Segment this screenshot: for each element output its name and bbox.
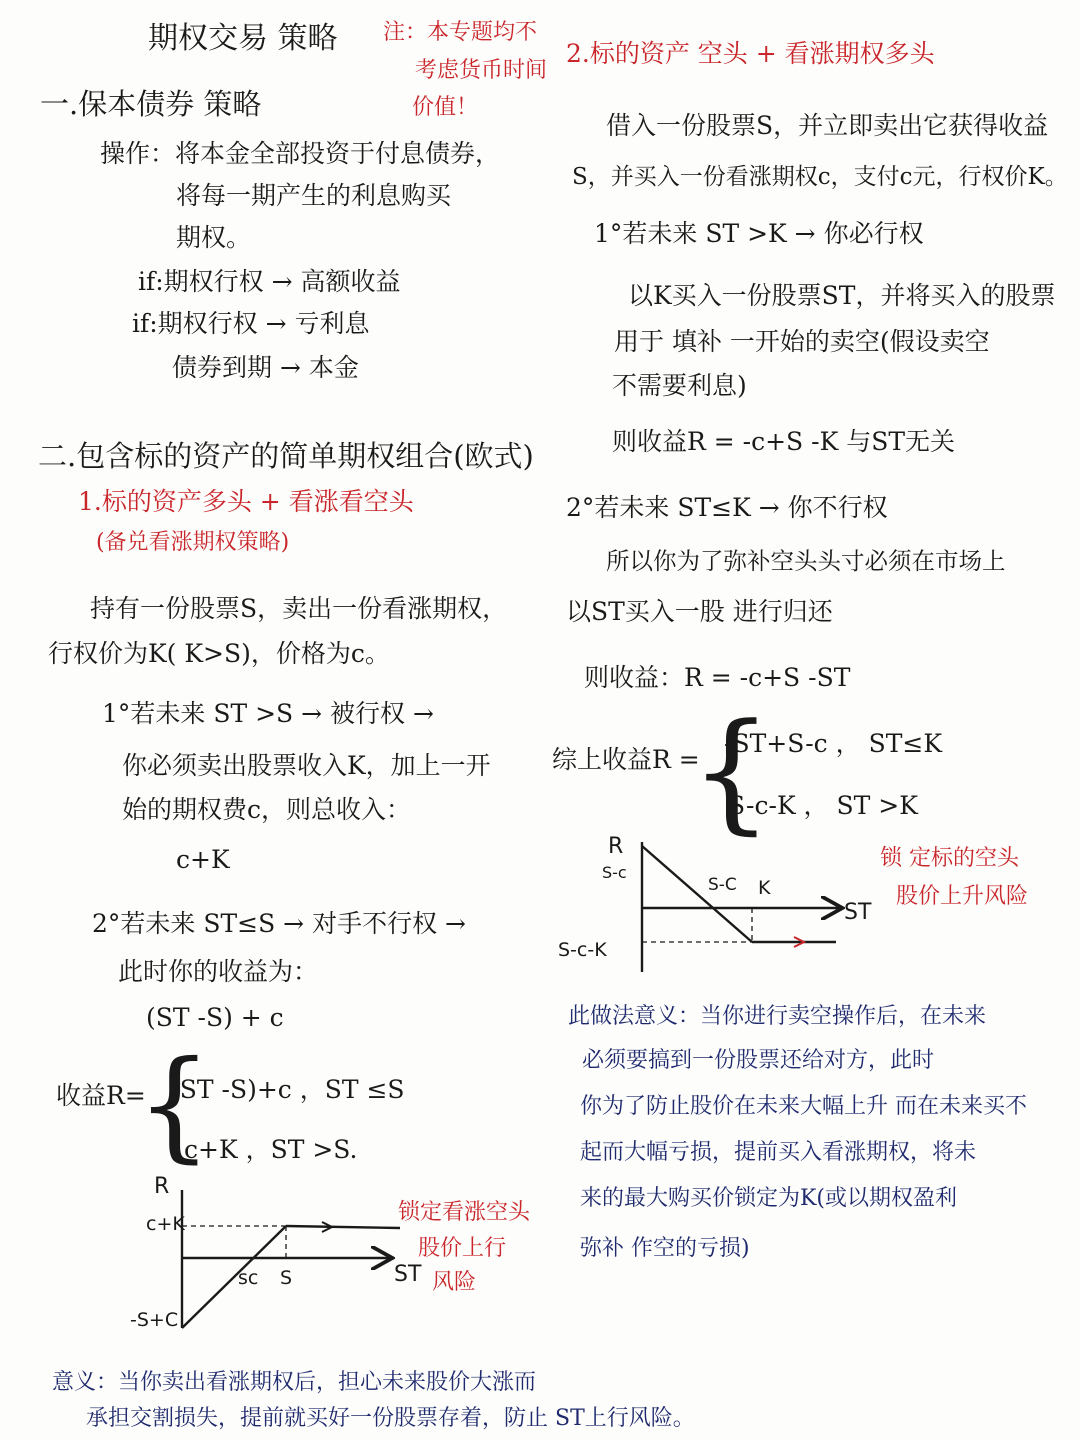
sub2-meaning-line: 必须要搞到一份股票还给对方，此时 <box>582 1048 935 1073</box>
graph-breakeven-label: S-C <box>708 875 737 895</box>
sub1-case-1-result: c+K <box>176 845 230 874</box>
graph-bottom-label: S-c-K <box>558 939 607 961</box>
sec1-bond-maturity: 债券到期 → 本金 <box>172 353 359 382</box>
graph-y-label: R <box>154 1174 170 1199</box>
note-line: 注：本专题均不 <box>383 20 538 45</box>
sec1-operation-line: 操作：将本金全部投资于付息债券， <box>100 139 501 168</box>
summary-brace: { <box>690 695 773 847</box>
sub2-meaning-line: 弥补 作空的亏损) <box>580 1236 750 1261</box>
subsection-1-heading: 1.标的资产多头 + 看涨看空头 <box>78 487 414 516</box>
sub2-case-2: 2°若未来 ST≤K → 你不行权 <box>566 493 888 522</box>
sub1-paragraph-line: 行权价为K( K>S)，价格为c。 <box>48 639 390 668</box>
graph-x-label: ST <box>844 900 872 925</box>
payoff-brace: { <box>136 1036 213 1175</box>
sub1-case-1-text: 你必须卖出股票收入K，加上一开 <box>122 751 491 780</box>
sub2-summary-case-2: S-c-K ， ST >K <box>728 791 918 820</box>
page-title: 期权交易 策略 <box>148 21 338 56</box>
graph-top-label: S-c <box>602 863 627 882</box>
protective-call-short-payoff-graph <box>600 832 920 982</box>
sub1-case-2-text: 此时你的收益为： <box>118 957 319 986</box>
sub2-case-1-text: 用于 填补 一开始的卖空(假设卖空 <box>614 327 990 356</box>
sub2-summary-case-1: -ST+S-c ， ST≤K <box>724 729 943 758</box>
subsection-1-alias: (备兑看涨期权策略) <box>96 530 290 555</box>
sub2-case-1-result: 则收益R = -c+S -K 与ST无关 <box>612 427 956 456</box>
graph-note-line: 股价上升风险 <box>896 884 1029 909</box>
payoff-line-flat <box>286 1226 400 1228</box>
sub2-meaning-line: 来的最大购买价锁定为K(或以期权盈利 <box>580 1186 958 1211</box>
sub2-meaning-line: 此做法意义：当你进行卖空操作后，在未来 <box>568 1004 987 1029</box>
sub2-case-2-result: 则收益：R = -c+S -ST <box>584 663 851 692</box>
sub2-paragraph-line: S，并买入一份看涨期权c，支付c元，行权价K。 <box>572 164 1068 190</box>
sub2-summary-label: 综上收益R = <box>552 745 700 774</box>
sub2-case-1: 1°若未来 ST >K → 你必行权 <box>594 219 924 248</box>
sub2-meaning-line: 起而大幅亏损，提前买入看涨期权，将未 <box>580 1140 977 1165</box>
graph-note-line: 股价上行 <box>418 1236 507 1261</box>
sub2-case-1-text: 不需要利息) <box>612 371 747 400</box>
graph-k-label: K <box>758 877 771 899</box>
sub1-meaning-line: 承担交割损失，提前就买好一份股票存着，防止 ST上行风险。 <box>86 1406 695 1431</box>
section-2-heading: 二.包含标的资产的简单期权组合(欧式) <box>38 439 534 473</box>
note-line: 考虑货币时间 <box>415 58 548 83</box>
sub1-meaning-line: 意义：当你卖出看涨期权后，担心未来股价大涨而 <box>52 1370 537 1395</box>
graph-s-label: S <box>280 1267 293 1289</box>
sub1-case-2: 2°若未来 ST≤S → 对手不行权 → <box>92 909 466 938</box>
graph-note-line: 锁定看涨空头 <box>398 1200 531 1225</box>
sub1-case-1-text: 始的期权费c，则总收入： <box>122 795 412 824</box>
subsection-2-heading: 2.标的资产 空头 + 看涨期权多头 <box>566 39 935 68</box>
graph-floor-label: -S+C <box>130 1309 179 1331</box>
sub2-case-2-text: 所以你为了弥补空头头寸必须在市场上 <box>606 547 1006 575</box>
sub1-case-1: 1°若未来 ST >S → 被行权 → <box>102 699 434 728</box>
sub1-case-2-result: (ST -S) + c <box>146 1003 284 1032</box>
graph-breakeven-label: sc <box>238 1267 259 1289</box>
section-1-heading: 一.保本债券 策略 <box>40 87 262 121</box>
graph-y-label: R <box>608 834 624 859</box>
sub1-payoff-case-1: (ST -S)+c ，ST ≤S <box>170 1075 405 1104</box>
sec1-if-not-exercise: if:期权行权 → 亏利息 <box>132 309 370 338</box>
sub1-payoff-case-2: c+K ，ST >S. <box>184 1135 358 1164</box>
note-line: 价值！ <box>412 95 479 120</box>
graph-note-line: 风险 <box>432 1270 477 1295</box>
graph-cap-label: c+K <box>146 1213 185 1235</box>
sec1-operation-line: 期权。 <box>176 223 252 252</box>
sub2-paragraph-line: 借入一份股票S，并立即卖出它获得收益 <box>606 111 1049 140</box>
sub2-meaning-line: 你为了防止股价在未来大幅上升 而在未来买不 <box>580 1094 1027 1119</box>
sub1-payoff-label: 收益R= <box>56 1081 146 1110</box>
sub2-case-2-text: 以ST买入一股 进行归还 <box>566 597 833 626</box>
sub1-paragraph-line: 持有一份股票S，卖出一份看涨期权， <box>90 594 508 623</box>
sec1-operation-line: 将每一期产生的利息购买 <box>176 181 452 210</box>
payoff-line-rising <box>182 1226 286 1328</box>
sub2-case-1-text: 以K买入一份股票ST，并将买入的股票 <box>628 281 1056 310</box>
sec1-if-exercise: if:期权行权 → 高额收益 <box>138 267 401 296</box>
graph-note-line: 锁 定标的空头 <box>880 846 1019 871</box>
graph-x-label: ST <box>394 1262 422 1287</box>
